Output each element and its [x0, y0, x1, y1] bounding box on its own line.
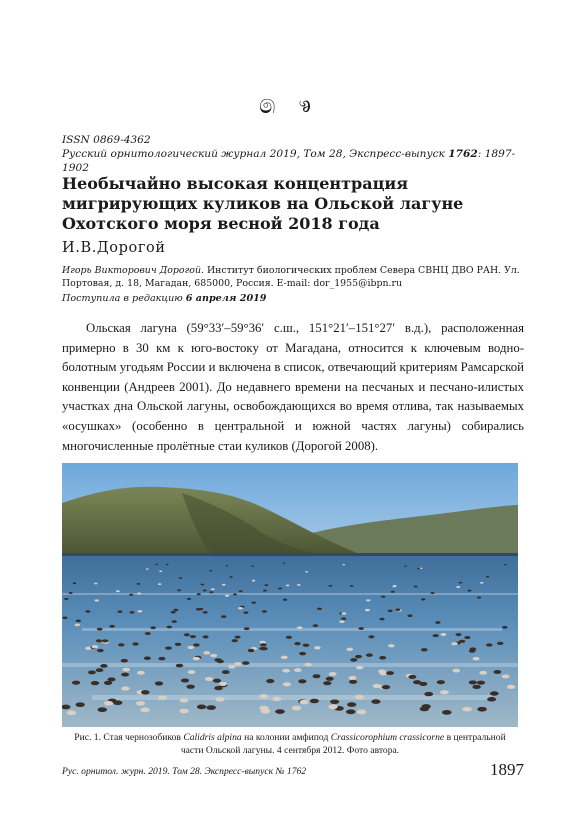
bird [462, 707, 472, 712]
bird [420, 707, 429, 712]
bird [251, 601, 256, 603]
bird [137, 671, 145, 675]
bird [464, 636, 470, 639]
bird [358, 627, 364, 630]
journal-pages: : 1897-1902 [62, 148, 516, 174]
bird [122, 668, 130, 672]
bird [97, 649, 104, 652]
bird [407, 614, 412, 617]
bird [144, 656, 151, 660]
bird [238, 607, 243, 609]
bird [328, 704, 337, 709]
bird [155, 564, 158, 565]
bird [136, 701, 145, 706]
bird [260, 643, 266, 646]
bird [313, 624, 319, 627]
bird [330, 700, 339, 705]
bird [386, 671, 394, 675]
bird [329, 672, 337, 676]
bird [347, 702, 356, 707]
bird [226, 565, 229, 566]
bird [137, 610, 142, 612]
bird [72, 681, 80, 685]
bird [158, 695, 167, 699]
bird [175, 643, 181, 646]
bird [437, 680, 445, 684]
bird [459, 640, 465, 643]
bird [203, 611, 208, 613]
bird [259, 706, 268, 711]
bird [262, 610, 267, 612]
bird [76, 702, 85, 707]
article-author: И.В.Дорогой [62, 240, 166, 256]
bird [323, 681, 331, 685]
bird [341, 612, 346, 615]
author-affiliation [62, 264, 532, 290]
caption-part-1: Рис. 1. Стая чернозобиков [74, 732, 184, 743]
bird [424, 692, 433, 696]
bird [203, 651, 210, 654]
bird [121, 686, 130, 690]
bird [232, 639, 238, 642]
bird [297, 626, 303, 629]
bird [118, 643, 124, 646]
bird [326, 677, 334, 681]
bird [355, 695, 364, 699]
bird [414, 586, 418, 588]
bird [456, 586, 460, 588]
bird [239, 590, 243, 592]
bird [278, 588, 282, 590]
bird [371, 699, 380, 704]
bird [179, 698, 188, 703]
bird [494, 670, 502, 674]
bird [440, 633, 446, 636]
bird [176, 664, 183, 668]
bird [159, 570, 162, 572]
bird [468, 590, 472, 592]
bird [205, 677, 213, 681]
bird [456, 633, 462, 636]
bird [477, 707, 487, 712]
bird [150, 626, 156, 629]
bird [452, 669, 460, 673]
bird [141, 690, 150, 694]
bird [173, 609, 178, 611]
bird [286, 584, 290, 586]
bird [294, 642, 300, 645]
bird [104, 681, 112, 685]
bird [102, 639, 108, 642]
bird [378, 669, 386, 673]
bird [179, 577, 182, 579]
bird [234, 662, 241, 666]
bird [282, 669, 290, 673]
bird [497, 642, 503, 645]
bird [113, 701, 122, 706]
bird [286, 636, 292, 639]
bird [215, 697, 224, 702]
bird [193, 657, 200, 661]
bird [222, 670, 230, 674]
bird [310, 699, 319, 704]
body-paragraph: Ольская лагуна (59°33′–59°36′ с.ш., 151°21′–151°27′ в.д.), расположенная примерно в 30 км к юго-востоку от Магадана, относится к ключевым водно-болотным угодьям России и включена в список, отвечающий критериям Рамсарской конвенции (Андреев 2001). До недавнего времени на песчаных и песчано-илистых участках дна Ольской лагуны, освобождающихся во время отлива, так называемых «осушках» (особенно в центральной и южной частях лагуны) собирались многочисленные пролётные стаи куликов (Дорогой 2008). [62, 321, 524, 453]
bird [305, 663, 312, 667]
bird [219, 682, 227, 686]
bird [469, 649, 476, 652]
bird [297, 584, 301, 586]
header-ornament: ෧ ෳ [258, 90, 322, 120]
bird [121, 659, 128, 663]
bird [209, 591, 213, 593]
bird [248, 649, 255, 652]
bird [391, 591, 395, 593]
bird [365, 609, 370, 611]
bird [209, 570, 212, 572]
bird [222, 584, 226, 586]
bird [244, 627, 250, 630]
bird [349, 676, 357, 680]
bird [206, 705, 215, 710]
bird [368, 635, 374, 638]
water [62, 556, 518, 727]
bird [69, 592, 73, 594]
bird [172, 620, 177, 623]
bird [404, 566, 407, 567]
bird [171, 611, 176, 613]
footer-citation: Рус. орнитол. журн. 2019. Том 28. Экспресс-выпуск № 1762 [62, 766, 307, 777]
bird [121, 673, 129, 677]
bird [341, 617, 346, 620]
bird [314, 646, 321, 649]
bird [67, 710, 77, 715]
bird [357, 709, 367, 714]
bird [328, 585, 332, 587]
bird [166, 564, 169, 565]
figure-caption [62, 731, 518, 757]
bird [203, 635, 209, 638]
bird [158, 583, 162, 585]
bird [96, 668, 104, 672]
bird [155, 681, 163, 685]
bird [366, 599, 370, 601]
bird [379, 656, 386, 660]
bird [214, 686, 223, 690]
bird [281, 656, 288, 660]
bird [96, 639, 102, 642]
bird [225, 595, 229, 597]
bird [430, 592, 434, 594]
bird [197, 593, 201, 595]
page-number: 1897 [490, 760, 524, 779]
bird [388, 610, 393, 612]
bird [211, 588, 215, 590]
bird [272, 697, 281, 702]
bird [197, 705, 206, 710]
bird [473, 657, 480, 661]
bird [300, 700, 309, 705]
bird [137, 592, 141, 594]
bird [201, 584, 205, 586]
bird [275, 709, 285, 714]
journal-meta [62, 133, 532, 175]
bird [259, 694, 268, 698]
bird [381, 596, 385, 598]
bird [264, 584, 268, 586]
bird [350, 585, 354, 587]
bird [188, 670, 196, 674]
bird [433, 634, 439, 637]
caption-amphipod: Crassicorophium crassicorne [330, 732, 445, 743]
bird [75, 624, 81, 627]
bird [263, 590, 267, 592]
bird [396, 608, 401, 610]
bird [85, 610, 90, 612]
bird [479, 671, 487, 675]
bird [188, 646, 195, 649]
bird [166, 626, 172, 629]
bird [130, 611, 135, 613]
bird [355, 655, 362, 659]
bird [92, 645, 99, 648]
bird [100, 664, 107, 668]
bird [158, 657, 165, 661]
bird [459, 582, 463, 584]
bird [317, 608, 322, 610]
received-value: 6 апреля 2019 [185, 293, 267, 304]
affiliation-name: Игорь Викторович Дорогой. [62, 265, 204, 276]
bird [198, 608, 203, 610]
bird [366, 653, 373, 656]
caption-part-3: в центральной части Ольской лагуны. 4 сентября 2012. Фото автора. [180, 732, 506, 756]
bird [210, 654, 217, 658]
issn: ISSN 0869-4362 [62, 134, 151, 146]
bird [303, 644, 310, 647]
bird [477, 596, 481, 598]
bird [177, 589, 181, 591]
bird [472, 685, 480, 689]
bird [283, 599, 287, 601]
bird [95, 599, 99, 601]
received-date [62, 293, 266, 304]
bird [442, 710, 452, 715]
bird [73, 582, 77, 584]
bird [392, 585, 396, 587]
bird [243, 611, 248, 613]
bird [62, 617, 67, 620]
bird [184, 633, 190, 636]
journal-line [62, 147, 532, 175]
bird [221, 615, 226, 618]
bird [435, 621, 440, 624]
bird [129, 594, 133, 596]
bird [292, 706, 301, 711]
bird [64, 598, 68, 600]
bird [261, 647, 268, 650]
figure-photo [62, 463, 518, 727]
bird [88, 670, 96, 674]
bird [203, 590, 207, 592]
bird [373, 684, 381, 688]
bird [502, 626, 508, 629]
affiliation-text: Институт биологических проблем Севера СВНЦ ДВО РАН. Ул. Портовая, д. 18, Магадан, 685000, Россия. E-mail: dor_1955@ibpn.ru [62, 265, 520, 289]
bird [179, 709, 189, 714]
bird [251, 565, 254, 566]
bird [190, 635, 196, 638]
bird [266, 679, 274, 683]
bird [480, 582, 484, 584]
journal-prefix: Русский орнитологический журнал 2019, Том 28, Экспресс-выпуск [62, 148, 449, 160]
bird [346, 648, 353, 651]
bird [339, 620, 344, 623]
bird [117, 610, 122, 612]
bird [214, 658, 221, 662]
bird [233, 593, 237, 595]
bird [97, 628, 103, 631]
bird [502, 675, 510, 679]
bird [283, 682, 291, 686]
bird [165, 646, 172, 649]
bird [356, 666, 364, 670]
bird [107, 677, 115, 681]
bird [186, 685, 194, 689]
bird [419, 682, 427, 686]
bird [298, 679, 306, 683]
bird [349, 680, 357, 684]
article-title: Необычайно высокая концентрация мигрирующих куликов на Ольской лагуне Охотского моря весной 2018 года [62, 174, 464, 233]
bird [181, 678, 189, 682]
bird [486, 643, 492, 646]
bird [421, 598, 425, 600]
bird [305, 571, 308, 573]
issue-number: 1762 [448, 148, 478, 160]
bird [252, 580, 255, 582]
bird [504, 564, 507, 565]
bird [421, 648, 428, 651]
bird [342, 564, 345, 565]
bird [229, 576, 232, 578]
caption-species: Calidris alpina [183, 732, 242, 743]
bird [193, 643, 199, 646]
bird [228, 665, 236, 669]
received-label: Поступила в редакцию [62, 293, 186, 304]
bird [440, 690, 449, 694]
bird [145, 632, 151, 635]
bird [94, 583, 98, 585]
bird [235, 636, 241, 639]
bird [213, 679, 221, 683]
bird [76, 620, 81, 623]
bird [116, 590, 120, 592]
caption-part-2: на колонии амфипод [241, 732, 331, 743]
bird [137, 583, 141, 585]
bird [408, 675, 416, 679]
bird [486, 576, 489, 578]
bird [382, 685, 390, 689]
bird [379, 618, 384, 621]
bird [507, 685, 515, 689]
bird [104, 701, 113, 706]
bird [490, 691, 499, 695]
bird [187, 598, 191, 600]
bird [98, 707, 108, 712]
bird [140, 708, 150, 713]
bird [313, 674, 321, 678]
bird [132, 642, 138, 645]
bird [469, 680, 477, 684]
bird [388, 644, 395, 647]
bird [487, 697, 496, 702]
bird [346, 709, 356, 714]
bird [451, 642, 457, 645]
bird [477, 681, 485, 685]
bird [146, 568, 149, 569]
bird [242, 661, 249, 665]
bird [283, 562, 286, 563]
bird [420, 568, 423, 569]
bird [294, 668, 302, 672]
bird [109, 625, 115, 628]
bird [91, 681, 99, 685]
bird [350, 658, 357, 662]
bird [299, 652, 306, 655]
